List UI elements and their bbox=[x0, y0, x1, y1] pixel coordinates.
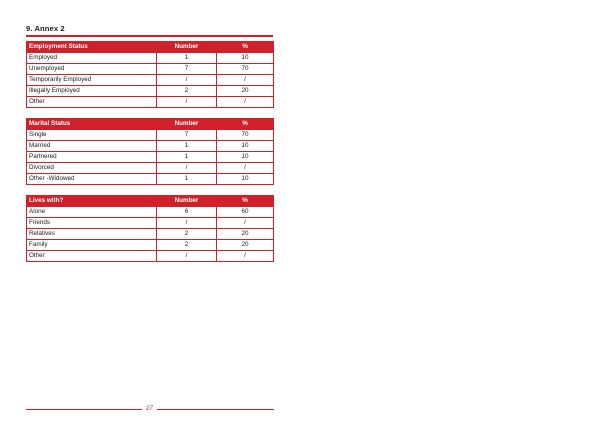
row-number: 6 bbox=[157, 206, 217, 217]
row-percent: / bbox=[217, 217, 274, 228]
row-label: Alone bbox=[27, 206, 157, 217]
page-footer bbox=[26, 404, 274, 414]
table-row bbox=[27, 217, 274, 228]
table-header-row bbox=[27, 195, 274, 206]
row-number: 7 bbox=[157, 129, 217, 140]
row-percent: / bbox=[217, 74, 274, 85]
row-label: Family bbox=[27, 239, 157, 250]
lives-with-table bbox=[26, 195, 274, 262]
footer-rule-left bbox=[26, 409, 142, 410]
row-number: 1 bbox=[157, 140, 217, 151]
row-number: 2 bbox=[157, 228, 217, 239]
row-number: 2 bbox=[157, 85, 217, 96]
footer-rule-right bbox=[157, 409, 274, 410]
annex-section bbox=[26, 24, 273, 272]
row-percent: 10 bbox=[217, 173, 274, 184]
page-number: 27 bbox=[146, 405, 153, 412]
table-row bbox=[27, 52, 274, 63]
row-number: / bbox=[157, 217, 217, 228]
row-percent: 10 bbox=[217, 140, 274, 151]
row-percent: 10 bbox=[217, 151, 274, 162]
row-percent: / bbox=[217, 162, 274, 173]
row-label: Partnered bbox=[27, 151, 157, 162]
row-percent: 20 bbox=[217, 228, 274, 239]
row-label: Relatives bbox=[27, 228, 157, 239]
row-percent: 60 bbox=[217, 206, 274, 217]
row-label: Temporarily Employed bbox=[27, 74, 157, 85]
marital-status-table bbox=[26, 118, 274, 185]
table-header-row bbox=[27, 118, 274, 129]
row-label: Friends bbox=[27, 217, 157, 228]
row-percent: / bbox=[217, 250, 274, 261]
row-number: / bbox=[157, 250, 217, 261]
column-header-number: Number bbox=[157, 41, 217, 52]
table-row bbox=[27, 239, 274, 250]
row-percent: / bbox=[217, 96, 274, 107]
row-percent: 70 bbox=[217, 129, 274, 140]
section-title: 9. Annex 2 bbox=[26, 24, 65, 33]
row-number: / bbox=[157, 162, 217, 173]
column-header-percent: % bbox=[217, 195, 274, 206]
row-percent: 70 bbox=[217, 63, 274, 74]
table-header-row bbox=[27, 41, 274, 52]
row-number: 1 bbox=[157, 52, 217, 63]
row-label: Other bbox=[27, 96, 157, 107]
employment-status-table bbox=[26, 41, 274, 108]
row-label: Divorced bbox=[27, 162, 157, 173]
table-row bbox=[27, 228, 274, 239]
row-number: / bbox=[157, 74, 217, 85]
row-label: Unemployed bbox=[27, 63, 157, 74]
table-row bbox=[27, 140, 274, 151]
row-number: 1 bbox=[157, 151, 217, 162]
row-label: Other bbox=[27, 250, 157, 261]
row-label: Married bbox=[27, 140, 157, 151]
column-header-category: Marital Status bbox=[27, 118, 157, 129]
table-row bbox=[27, 96, 274, 107]
column-header-category: Employment Status bbox=[27, 41, 157, 52]
table-row bbox=[27, 74, 274, 85]
row-label: Single bbox=[27, 129, 157, 140]
table-row bbox=[27, 162, 274, 173]
row-number: / bbox=[157, 96, 217, 107]
table-row bbox=[27, 206, 274, 217]
table-row bbox=[27, 173, 274, 184]
table-row bbox=[27, 129, 274, 140]
row-number: 7 bbox=[157, 63, 217, 74]
row-label: Employed bbox=[27, 52, 157, 63]
row-label: Illegally Employed bbox=[27, 85, 157, 96]
table-row bbox=[27, 151, 274, 162]
row-number: 1 bbox=[157, 173, 217, 184]
column-header-number: Number bbox=[157, 195, 217, 206]
column-header-percent: % bbox=[217, 118, 274, 129]
title-divider bbox=[26, 35, 273, 37]
column-header-number: Number bbox=[157, 118, 217, 129]
row-label: Other -Widowed bbox=[27, 173, 157, 184]
column-header-percent: % bbox=[217, 41, 274, 52]
column-header-category: Lives with? bbox=[27, 195, 157, 206]
row-percent: 20 bbox=[217, 85, 274, 96]
table-row bbox=[27, 85, 274, 96]
table-row bbox=[27, 63, 274, 74]
table-row bbox=[27, 250, 274, 261]
row-percent: 20 bbox=[217, 239, 274, 250]
row-number: 2 bbox=[157, 239, 217, 250]
row-percent: 10 bbox=[217, 52, 274, 63]
